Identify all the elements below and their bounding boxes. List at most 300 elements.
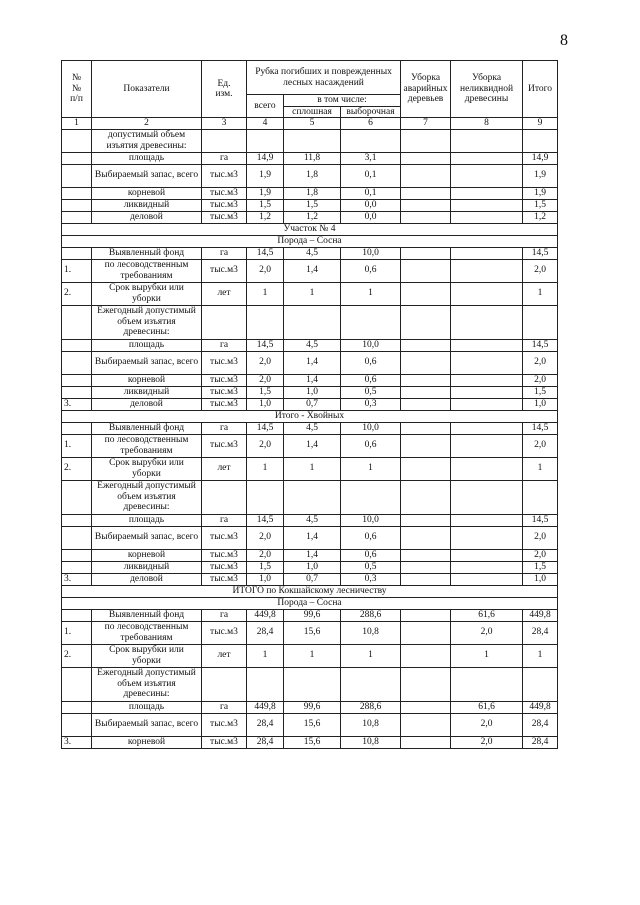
- value-itogo: [523, 129, 558, 152]
- felling-table: [61, 60, 558, 749]
- value-continuous: 4,5: [284, 339, 341, 351]
- header-selective: выборочная: [341, 106, 401, 118]
- value-selective: 0,6: [341, 259, 401, 282]
- table-row: [62, 164, 558, 187]
- value-nonliquid: [451, 199, 523, 211]
- indicator-label: по лесоводственным требованиям: [92, 434, 202, 457]
- value-total: 28,4: [247, 621, 284, 644]
- value-selective: 0,6: [341, 374, 401, 386]
- unit-label: тыс.м3: [202, 621, 247, 644]
- value-total: 2,0: [247, 549, 284, 561]
- value-emergency: [401, 434, 451, 457]
- value-selective: 1: [341, 644, 401, 667]
- unit-label: тыс.м3: [202, 199, 247, 211]
- value-emergency: [401, 164, 451, 187]
- table-body: [62, 129, 558, 748]
- indicator-label: ликвидный: [92, 386, 202, 398]
- table-row: [62, 374, 558, 386]
- row-number: [62, 561, 92, 573]
- value-nonliquid: [451, 152, 523, 164]
- unit-label: тыс.м3: [202, 351, 247, 374]
- value-itogo: 28,4: [523, 713, 558, 736]
- value-total: 14,5: [247, 422, 284, 434]
- unit-label: тыс.м3: [202, 374, 247, 386]
- section-title: Порода – Сосна: [62, 597, 558, 609]
- table-row: [62, 526, 558, 549]
- value-emergency: [401, 398, 451, 410]
- value-total: [247, 480, 284, 514]
- value-continuous: 1: [284, 282, 341, 305]
- value-continuous: 1,8: [284, 164, 341, 187]
- value-emergency: [401, 259, 451, 282]
- value-emergency: [401, 247, 451, 259]
- value-emergency: [401, 187, 451, 199]
- value-itogo: 1: [523, 457, 558, 480]
- unit-label: тыс.м3: [202, 259, 247, 282]
- value-nonliquid: [451, 129, 523, 152]
- value-emergency: [401, 199, 451, 211]
- unit-label: тыс.м3: [202, 713, 247, 736]
- value-nonliquid: [451, 561, 523, 573]
- indicator-label: корневой: [92, 187, 202, 199]
- value-nonliquid: 2,0: [451, 621, 523, 644]
- value-continuous: 15,6: [284, 736, 341, 748]
- col-number: 1: [62, 118, 92, 130]
- value-itogo: 1,5: [523, 561, 558, 573]
- value-nonliquid: 1: [451, 644, 523, 667]
- value-continuous: 1,0: [284, 561, 341, 573]
- value-nonliquid: [451, 514, 523, 526]
- value-selective: 1: [341, 282, 401, 305]
- value-itogo: 2,0: [523, 351, 558, 374]
- value-itogo: 1,9: [523, 164, 558, 187]
- table-row: [62, 152, 558, 164]
- value-itogo: 14,9: [523, 152, 558, 164]
- unit-label: тыс.м3: [202, 211, 247, 223]
- value-selective: 0,0: [341, 199, 401, 211]
- value-selective: 10,0: [341, 514, 401, 526]
- value-itogo: 1,2: [523, 211, 558, 223]
- value-emergency: [401, 386, 451, 398]
- value-nonliquid: [451, 398, 523, 410]
- value-total: 14,5: [247, 247, 284, 259]
- header-total: всего: [247, 95, 284, 118]
- indicator-label: Ежегодный допустимый объем изъятия древесины:: [92, 480, 202, 514]
- value-continuous: 99,6: [284, 701, 341, 713]
- value-nonliquid: [451, 422, 523, 434]
- header-continuous: сплошная: [284, 106, 341, 118]
- value-total: 14,5: [247, 514, 284, 526]
- value-nonliquid: [451, 259, 523, 282]
- indicator-label: Срок вырубки или уборки: [92, 282, 202, 305]
- row-number: [62, 514, 92, 526]
- indicator-label: корневой: [92, 374, 202, 386]
- value-nonliquid: 2,0: [451, 736, 523, 748]
- col-number: 9: [523, 118, 558, 130]
- value-itogo: 1,9: [523, 187, 558, 199]
- value-continuous: 11,8: [284, 152, 341, 164]
- value-selective: 10,8: [341, 736, 401, 748]
- value-continuous: 4,5: [284, 422, 341, 434]
- row-number: [62, 351, 92, 374]
- value-continuous: 1,4: [284, 549, 341, 561]
- unit-label: тыс.м3: [202, 386, 247, 398]
- value-selective: [341, 480, 401, 514]
- value-total: 2,0: [247, 259, 284, 282]
- value-itogo: 1,0: [523, 573, 558, 585]
- indicator-label: Выявленный фонд: [92, 247, 202, 259]
- section-row: [62, 223, 558, 235]
- indicator-label: корневой: [92, 736, 202, 748]
- value-continuous: 1,5: [284, 199, 341, 211]
- value-itogo: 1: [523, 282, 558, 305]
- indicator-label: Выбираемый запас, всего: [92, 526, 202, 549]
- value-itogo: 2,0: [523, 434, 558, 457]
- value-nonliquid: [451, 573, 523, 585]
- value-selective: [341, 667, 401, 701]
- value-total: 1: [247, 282, 284, 305]
- indicator-label: по лесоводственным требованиям: [92, 259, 202, 282]
- row-number: [62, 609, 92, 621]
- unit-label: лет: [202, 644, 247, 667]
- value-nonliquid: [451, 526, 523, 549]
- indicator-label: Ежегодный допустимый объем изъятия древесины:: [92, 667, 202, 701]
- indicator-label: площадь: [92, 152, 202, 164]
- value-emergency: [401, 211, 451, 223]
- value-emergency: [401, 713, 451, 736]
- column-numbers-row: [62, 118, 558, 130]
- value-nonliquid: [451, 351, 523, 374]
- unit-label: га: [202, 701, 247, 713]
- value-continuous: [284, 305, 341, 339]
- table-row: [62, 398, 558, 410]
- value-selective: 288,6: [341, 609, 401, 621]
- value-selective: 10,0: [341, 339, 401, 351]
- value-continuous: [284, 480, 341, 514]
- value-selective: [341, 129, 401, 152]
- unit-label: лет: [202, 457, 247, 480]
- header-nonliquid: Уборка неликвидной древесины: [451, 61, 523, 118]
- value-continuous: 1,4: [284, 434, 341, 457]
- table-row: [62, 247, 558, 259]
- value-selective: 0,5: [341, 386, 401, 398]
- table-row: [62, 667, 558, 701]
- value-selective: 0,5: [341, 561, 401, 573]
- indicator-label: Выбираемый запас, всего: [92, 351, 202, 374]
- unit-label: [202, 480, 247, 514]
- row-number: 3.: [62, 736, 92, 748]
- row-number: 3.: [62, 573, 92, 585]
- row-number: 2.: [62, 282, 92, 305]
- value-total: 1,9: [247, 187, 284, 199]
- row-number: [62, 199, 92, 211]
- value-emergency: [401, 129, 451, 152]
- value-total: 1,5: [247, 199, 284, 211]
- value-itogo: [523, 667, 558, 701]
- row-number: [62, 187, 92, 199]
- table-row: [62, 561, 558, 573]
- value-total: [247, 667, 284, 701]
- value-nonliquid: [451, 339, 523, 351]
- value-selective: 0,3: [341, 573, 401, 585]
- header-indicators: Показатели: [92, 61, 202, 118]
- value-continuous: 15,6: [284, 713, 341, 736]
- row-number: 2.: [62, 644, 92, 667]
- table-row: [62, 549, 558, 561]
- value-nonliquid: [451, 434, 523, 457]
- section-row: [62, 235, 558, 247]
- section-row: [62, 597, 558, 609]
- row-number: 3.: [62, 398, 92, 410]
- table-row: [62, 736, 558, 748]
- row-number: 1.: [62, 434, 92, 457]
- value-emergency: [401, 609, 451, 621]
- value-continuous: 1,4: [284, 526, 341, 549]
- value-continuous: 1,2: [284, 211, 341, 223]
- value-emergency: [401, 701, 451, 713]
- unit-label: га: [202, 609, 247, 621]
- col-number: 8: [451, 118, 523, 130]
- value-continuous: 1,0: [284, 386, 341, 398]
- value-itogo: 1: [523, 644, 558, 667]
- value-continuous: 1: [284, 457, 341, 480]
- unit-label: тыс.м3: [202, 187, 247, 199]
- value-total: 2,0: [247, 351, 284, 374]
- value-selective: 10,8: [341, 713, 401, 736]
- unit-label: тыс.м3: [202, 526, 247, 549]
- value-itogo: 2,0: [523, 549, 558, 561]
- page-number: 8: [560, 32, 568, 49]
- value-continuous: 0,7: [284, 398, 341, 410]
- header-unit: Ед. изм.: [202, 61, 247, 118]
- unit-label: тыс.м3: [202, 398, 247, 410]
- row-number: 2.: [62, 457, 92, 480]
- table-row: [62, 644, 558, 667]
- row-number: [62, 386, 92, 398]
- value-continuous: 1: [284, 644, 341, 667]
- header-itogo: Итого: [523, 61, 558, 118]
- value-total: 1,9: [247, 164, 284, 187]
- value-total: 1,2: [247, 211, 284, 223]
- row-number: [62, 701, 92, 713]
- table-row: [62, 351, 558, 374]
- value-emergency: [401, 644, 451, 667]
- value-continuous: 1,4: [284, 259, 341, 282]
- value-continuous: [284, 129, 341, 152]
- value-nonliquid: [451, 187, 523, 199]
- table-row: [62, 199, 558, 211]
- indicator-label: Срок вырубки или уборки: [92, 457, 202, 480]
- indicator-label: корневой: [92, 549, 202, 561]
- value-itogo: 14,5: [523, 247, 558, 259]
- unit-label: га: [202, 339, 247, 351]
- value-itogo: 2,0: [523, 374, 558, 386]
- section-row: [62, 585, 558, 597]
- value-selective: [341, 305, 401, 339]
- value-selective: 1: [341, 457, 401, 480]
- value-itogo: 1,0: [523, 398, 558, 410]
- value-nonliquid: [451, 164, 523, 187]
- value-nonliquid: [451, 247, 523, 259]
- value-emergency: [401, 457, 451, 480]
- row-number: [62, 667, 92, 701]
- value-total: 1,5: [247, 561, 284, 573]
- value-continuous: 0,7: [284, 573, 341, 585]
- indicator-label: Выбираемый запас, всего: [92, 164, 202, 187]
- unit-label: [202, 667, 247, 701]
- value-itogo: [523, 305, 558, 339]
- value-total: 1: [247, 644, 284, 667]
- row-number: [62, 422, 92, 434]
- value-emergency: [401, 561, 451, 573]
- value-itogo: 14,5: [523, 514, 558, 526]
- value-selective: 0,0: [341, 211, 401, 223]
- unit-label: тыс.м3: [202, 736, 247, 748]
- indicator-label: площадь: [92, 339, 202, 351]
- indicator-label: Выбираемый запас, всего: [92, 713, 202, 736]
- header-emergency: Уборка аварийных деревьев: [401, 61, 451, 118]
- indicator-label: площадь: [92, 514, 202, 526]
- value-selective: 0,6: [341, 526, 401, 549]
- section-title: ИТОГО по Кокшайскому лесничеству: [62, 585, 558, 597]
- value-emergency: [401, 351, 451, 374]
- table-row: [62, 480, 558, 514]
- row-number: [62, 374, 92, 386]
- value-nonliquid: [451, 374, 523, 386]
- value-total: [247, 129, 284, 152]
- unit-label: тыс.м3: [202, 573, 247, 585]
- indicator-label: деловой: [92, 573, 202, 585]
- unit-label: га: [202, 514, 247, 526]
- value-itogo: 2,0: [523, 259, 558, 282]
- row-number: [62, 211, 92, 223]
- value-total: 449,8: [247, 609, 284, 621]
- value-total: 2,0: [247, 434, 284, 457]
- row-number: 1.: [62, 621, 92, 644]
- value-itogo: 1,5: [523, 199, 558, 211]
- value-nonliquid: [451, 549, 523, 561]
- row-number: [62, 549, 92, 561]
- indicator-label: площадь: [92, 701, 202, 713]
- table-row: [62, 434, 558, 457]
- value-nonliquid: 2,0: [451, 713, 523, 736]
- value-emergency: [401, 621, 451, 644]
- unit-label: [202, 305, 247, 339]
- row-number: [62, 480, 92, 514]
- section-title: Порода – Сосна: [62, 235, 558, 247]
- value-selective: 0,3: [341, 398, 401, 410]
- value-selective: 10,8: [341, 621, 401, 644]
- value-total: 14,9: [247, 152, 284, 164]
- value-total: [247, 305, 284, 339]
- unit-label: тыс.м3: [202, 434, 247, 457]
- value-selective: 0,6: [341, 351, 401, 374]
- indicator-label: допустимый объем изъятия древесины:: [92, 129, 202, 152]
- table-row: [62, 701, 558, 713]
- value-nonliquid: [451, 305, 523, 339]
- value-total: 1,0: [247, 573, 284, 585]
- indicator-label: деловой: [92, 211, 202, 223]
- value-selective: 0,6: [341, 434, 401, 457]
- table-row: [62, 282, 558, 305]
- value-total: 2,0: [247, 526, 284, 549]
- section-row: [62, 410, 558, 422]
- section-title: Участок № 4: [62, 223, 558, 235]
- indicator-label: Выявленный фонд: [92, 422, 202, 434]
- table-row: [62, 621, 558, 644]
- value-selective: 0,1: [341, 164, 401, 187]
- value-total: 1,0: [247, 398, 284, 410]
- value-emergency: [401, 526, 451, 549]
- value-emergency: [401, 339, 451, 351]
- table-row: [62, 187, 558, 199]
- row-number: [62, 305, 92, 339]
- unit-label: га: [202, 247, 247, 259]
- value-continuous: 1,4: [284, 374, 341, 386]
- unit-label: тыс.м3: [202, 561, 247, 573]
- value-total: 28,4: [247, 736, 284, 748]
- value-emergency: [401, 152, 451, 164]
- indicator-label: Ежегодный допустимый объем изъятия древесины:: [92, 305, 202, 339]
- value-itogo: 14,5: [523, 422, 558, 434]
- table-row: [62, 305, 558, 339]
- value-continuous: [284, 667, 341, 701]
- value-emergency: [401, 422, 451, 434]
- value-continuous: 99,6: [284, 609, 341, 621]
- unit-label: га: [202, 422, 247, 434]
- value-selective: 10,0: [341, 422, 401, 434]
- table-header: [62, 61, 558, 130]
- value-continuous: 1,4: [284, 351, 341, 374]
- unit-label: лет: [202, 282, 247, 305]
- value-emergency: [401, 305, 451, 339]
- table-row: [62, 422, 558, 434]
- value-selective: 288,6: [341, 701, 401, 713]
- indicator-label: ликвидный: [92, 199, 202, 211]
- value-emergency: [401, 282, 451, 305]
- value-selective: 3,1: [341, 152, 401, 164]
- header-incl: в том числе:: [284, 95, 401, 107]
- value-emergency: [401, 736, 451, 748]
- table-row: [62, 259, 558, 282]
- indicator-label: Срок вырубки или уборки: [92, 644, 202, 667]
- value-nonliquid: [451, 480, 523, 514]
- col-number: 7: [401, 118, 451, 130]
- value-selective: 10,0: [341, 247, 401, 259]
- table-row: [62, 339, 558, 351]
- col-number: 5: [284, 118, 341, 130]
- row-number: [62, 713, 92, 736]
- value-nonliquid: [451, 457, 523, 480]
- value-selective: 0,1: [341, 187, 401, 199]
- value-nonliquid: [451, 211, 523, 223]
- section-title: Итого - Хвойных: [62, 410, 558, 422]
- row-number: [62, 129, 92, 152]
- value-itogo: 449,8: [523, 609, 558, 621]
- table-row: [62, 457, 558, 480]
- value-nonliquid: 61,6: [451, 701, 523, 713]
- table-row: [62, 514, 558, 526]
- value-itogo: 28,4: [523, 621, 558, 644]
- row-number: [62, 526, 92, 549]
- value-continuous: 4,5: [284, 247, 341, 259]
- table-row: [62, 129, 558, 152]
- unit-label: га: [202, 152, 247, 164]
- value-nonliquid: 61,6: [451, 609, 523, 621]
- unit-label: [202, 129, 247, 152]
- header-felling-group: Рубка погибших и поврежденных лесных насаждений: [247, 61, 401, 95]
- value-continuous: 1,8: [284, 187, 341, 199]
